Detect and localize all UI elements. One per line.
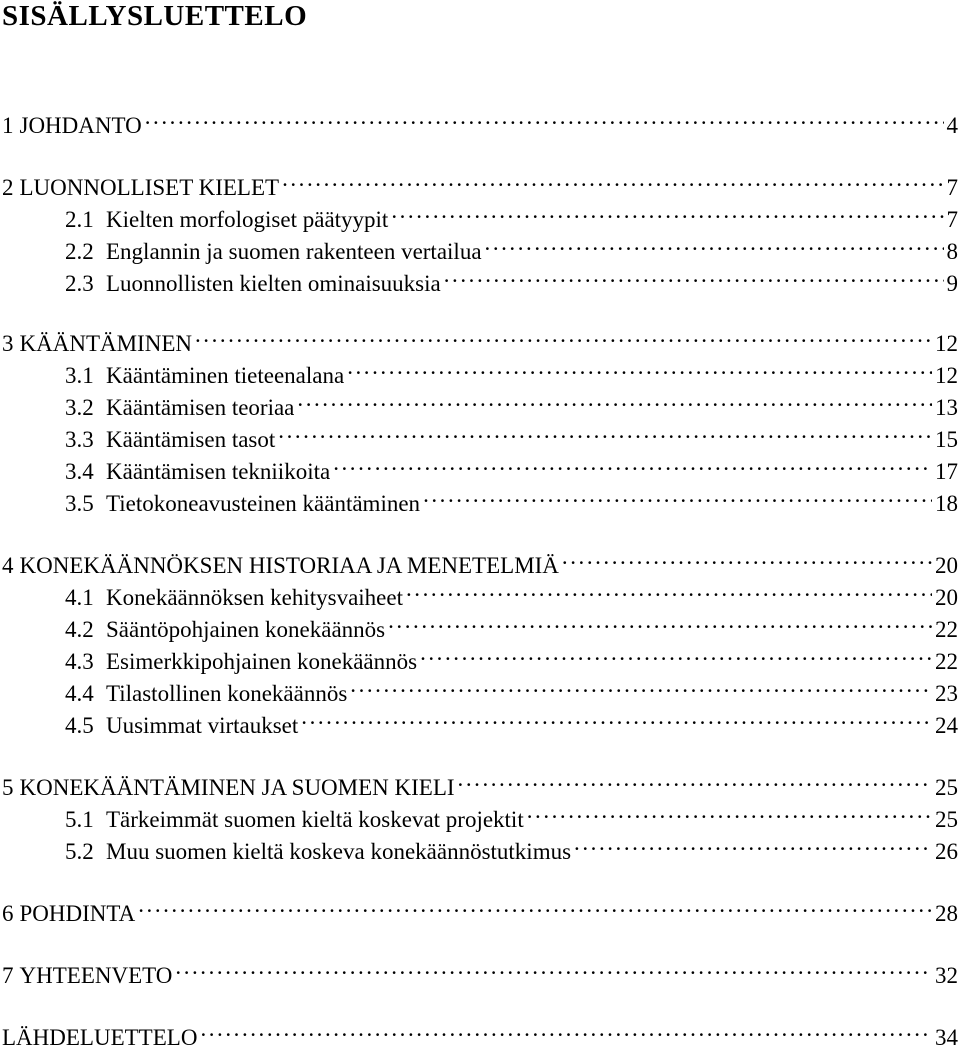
dot-leader [423,479,932,511]
dot-leader [388,605,932,637]
toc-entry-title: Esimerkkipohjainen konekäännös [106,649,418,674]
dot-leader [420,637,932,669]
dot-leader [444,259,944,291]
toc-entry-title: Kääntäminen tieteenalana [106,363,345,388]
toc-entry-title: KONEKÄÄNTÄMINEN JA SUOMEN KIELI [19,775,455,800]
toc-entry-title: LÄHDELUETTELO [2,1025,198,1050]
toc-entry-page: 32 [935,963,958,988]
toc-entry-title: KONEKÄÄNNÖKSEN HISTORIAA JA MENETELMIÄ [19,553,559,578]
toc-entry-title: Konekäännöksen kehitysvaiheet [106,585,403,610]
toc-entry-title: POHDINTA [19,901,136,926]
dot-leader [406,573,932,605]
toc-entry-title: Kääntämisen tasot [106,427,276,452]
toc-entry-number: 4.4 [65,681,94,706]
toc-entry-title: YHTEENVETO [19,963,173,988]
dot-leader [145,101,944,133]
toc-entry [2,763,958,800]
toc-entry [65,447,958,484]
dot-leader [574,827,932,859]
toc-entry-page: 28 [935,901,958,926]
toc-entry-title: Tärkeimmät suomen kieltä koskevat projektit [106,807,524,832]
toc-entry [2,951,958,988]
dot-leader [195,319,932,351]
toc-entry-number: 1 [2,113,14,138]
toc-entry [2,889,958,926]
dot-leader [200,1013,932,1045]
toc-entry-page: 22 [935,649,958,674]
toc-entry-title: Tilastollinen konekäännös [106,681,348,706]
toc-entry-title: Sääntöpohjainen konekäännös [106,617,386,642]
toc-entry-number: 2.3 [65,271,94,296]
toc-entry-number: 3.3 [65,427,94,452]
toc-entry-number: 4.2 [65,617,94,642]
toc-entry-page: 9 [946,271,958,296]
toc-entry [65,383,958,420]
dot-leader [175,951,932,983]
toc-entry-title: LUONNOLLISET KIELET [19,175,280,200]
toc-entry-page: 12 [935,331,958,356]
dot-leader [278,415,932,447]
toc-entry-page: 24 [935,713,958,738]
toc-entry-number: 3.4 [65,459,94,484]
toc-entry-page: 4 [946,113,958,138]
toc-entry-title: JOHDANTO [19,113,142,138]
toc-entry-number: 3.5 [65,491,94,516]
toc-entry [2,163,958,200]
toc-entry-title: Tietokoneavusteinen kääntäminen [106,491,421,516]
toc-entry-page: 8 [946,239,958,264]
toc-title: SISÄLLYSLUETTELO [2,0,308,32]
toc-entry-number: 3.1 [65,363,94,388]
toc-entry [2,1013,958,1050]
toc-entry [65,795,958,832]
dot-leader [138,889,932,921]
toc-entry-number: 7 [2,963,14,988]
toc-entry [65,573,958,610]
toc-entry-page: 34 [935,1025,958,1050]
toc-entry-page: 15 [935,427,958,452]
toc-entry-page: 25 [935,775,958,800]
toc-entry-number: 5.1 [65,807,94,832]
toc-entry-title: Kielten morfologiset päätyypit [106,207,389,232]
toc-entry [65,195,958,232]
toc-entry [65,669,958,706]
toc-entry-page: 12 [935,363,958,388]
toc-entry-page: 17 [935,459,958,484]
toc-entry-title: Muu suomen kieltä koskeva konekäännöstutkimus [106,839,572,864]
toc-entry-title: Englannin ja suomen rakenteen vertailua [106,239,482,264]
dot-leader [562,541,932,573]
toc-entry [2,541,958,578]
toc-entry-title: Kääntämisen teoriaa [106,395,295,420]
dot-leader [301,701,932,733]
toc-entry-number: 6 [2,901,14,926]
toc-entry [65,227,958,264]
toc-entry [65,827,958,864]
dot-leader [350,669,932,701]
toc-entry-number: 5 [2,775,14,800]
toc-entry-number: 4 [2,553,14,578]
toc-entry-page: 7 [946,175,958,200]
toc-entry [65,351,958,388]
dot-leader [333,447,932,479]
toc-entry-number: 2.2 [65,239,94,264]
toc-entry [2,101,958,138]
toc-entry-number: 4.3 [65,649,94,674]
toc-entry-title: Kääntämisen tekniikoita [106,459,331,484]
toc-entry-number: 4.5 [65,713,94,738]
toc-entry [65,415,958,452]
dot-leader [527,795,932,827]
toc-entry-page: 13 [935,395,958,420]
toc-entry-title: Uusimmat virtaukset [106,713,299,738]
dot-leader [485,227,944,259]
toc-entry-number: 4.1 [65,585,94,610]
dot-leader [347,351,932,383]
toc-entry-page: 23 [935,681,958,706]
toc-entry [65,259,958,296]
toc-entry-page: 25 [935,807,958,832]
toc-entry-page: 22 [935,617,958,642]
toc-entry-page: 20 [935,585,958,610]
toc-entry [65,637,958,674]
dot-leader [297,383,932,415]
toc-entry-number: 2 [2,175,14,200]
toc-entry-page: 26 [935,839,958,864]
toc-entry [65,701,958,738]
dot-leader [282,163,943,195]
toc-entry-number: 3 [2,331,14,356]
toc-entry-page: 7 [946,207,958,232]
toc-entry-title: Luonnollisten kielten ominaisuuksia [106,271,441,296]
toc-entry-page: 20 [935,553,958,578]
toc-entry-number: 3.2 [65,395,94,420]
toc-entry [65,605,958,642]
toc-entry-title: KÄÄNTÄMINEN [19,331,192,356]
toc-entry-number: 2.1 [65,207,94,232]
dot-leader [458,763,932,795]
toc-entry [2,319,958,356]
dot-leader [391,195,943,227]
toc-entry-number: 5.2 [65,839,94,864]
toc-entry-page: 18 [935,491,958,516]
toc-entry [65,479,958,516]
